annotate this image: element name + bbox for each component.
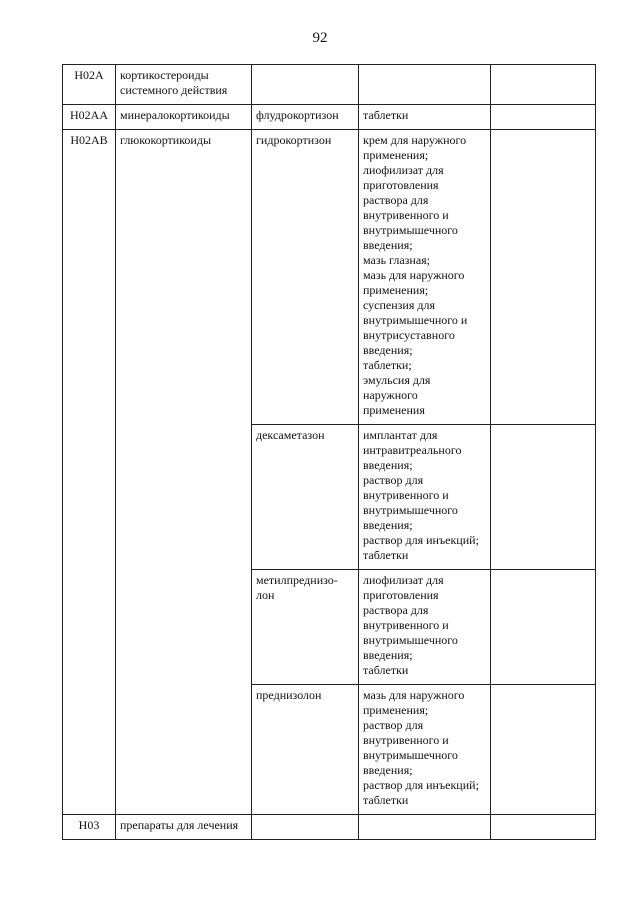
- drug-table: [62, 64, 596, 840]
- atc-code-cell: H02AB: [63, 130, 116, 815]
- group-cell: препараты для лечения: [116, 815, 252, 840]
- substance-cell: гидрокортизон: [252, 130, 359, 425]
- extra-cell: [491, 570, 596, 685]
- extra-cell: [491, 425, 596, 570]
- table-row: [63, 130, 596, 425]
- dosage-form-cell: имплантат для интравитреального введения; раствор для внутривенного и внутримышечного введения; раствор для инъекций; таблетки: [359, 425, 491, 570]
- extra-cell: [491, 65, 596, 105]
- extra-cell: [491, 685, 596, 815]
- substance-cell: [252, 65, 359, 105]
- atc-code-cell: H02AA: [63, 105, 116, 130]
- dosage-form-cell: лиофилизат для приготовления раствора для внутривенного и внутримышечного введения; таблетки: [359, 570, 491, 685]
- substance-cell: дексаметазон: [252, 425, 359, 570]
- substance-cell: метилпреднизо- лон: [252, 570, 359, 685]
- atc-code-cell: H02A: [63, 65, 116, 105]
- table-row: [63, 815, 596, 840]
- table-row: [63, 105, 596, 130]
- dosage-form-cell: [359, 815, 491, 840]
- substance-cell: флудрокортизон: [252, 105, 359, 130]
- substance-cell: [252, 815, 359, 840]
- dosage-form-cell: мазь для наружного применения; раствор для внутривенного и внутримышечного введения; раствор для инъекций; таблетки: [359, 685, 491, 815]
- page-number: 92: [312, 30, 328, 46]
- substance-cell: преднизолон: [252, 685, 359, 815]
- atc-code-cell: H03: [63, 815, 116, 840]
- dosage-form-cell: крем для наружного применения; лиофилизат для приготовления раствора для внутривенного и внутримышечного введения; мазь глазная; мазь для наружного применения; суспензия для внутримышечного и внутрисуставного введения; таблетки; эмульсия для наружного применения: [359, 130, 491, 425]
- group-cell: кортикостероиды системного действия: [116, 65, 252, 105]
- group-cell: глюкокортикоиды: [116, 130, 252, 815]
- dosage-form-cell: [359, 65, 491, 105]
- table-row: [63, 65, 596, 105]
- group-cell: минералокортикоиды: [116, 105, 252, 130]
- extra-cell: [491, 105, 596, 130]
- extra-cell: [491, 130, 596, 425]
- extra-cell: [491, 815, 596, 840]
- dosage-form-cell: таблетки: [359, 105, 491, 130]
